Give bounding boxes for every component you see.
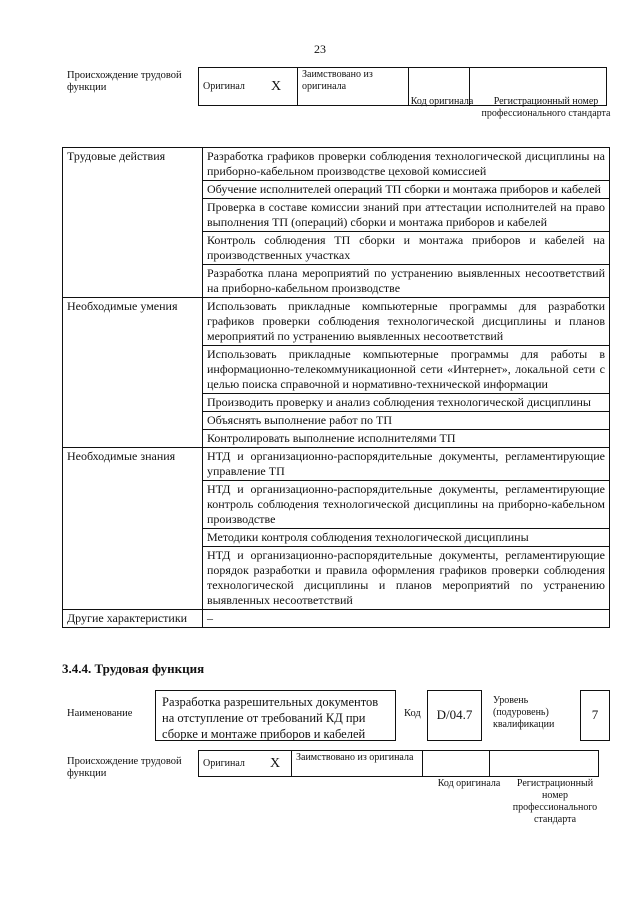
- table-row: [63, 298, 610, 346]
- table-row: [63, 448, 610, 481]
- table-cell: Обучение исполнителей операций ТП сборки и монтажа приборов и кабелей: [203, 181, 610, 199]
- level-label: Уровень (подуровень) квалификации: [493, 695, 555, 730]
- function-name-box: Разработка разрешительных документов на отступление от требований КД при сборке и монтаже приборов и кабелей: [155, 690, 396, 741]
- reg-caption: Регистрационный номер профессионального стандарта: [512, 778, 598, 825]
- borrowed-label: Заимствовано из оригинала: [298, 68, 409, 106]
- code-label: Код: [404, 708, 421, 719]
- code-caption: Код оригинала: [410, 96, 474, 107]
- table-cell: Методики контроля соблюдения технологической дисциплины: [203, 529, 610, 547]
- table-cell: Разработка графиков проверки соблюдения технологической дисциплины на приборно-кабельном производстве цеховой комиссией: [203, 148, 610, 181]
- original-code-cell: [423, 751, 490, 777]
- page-number: 23: [314, 42, 326, 56]
- table-cell: НТД и организационно-распорядительные документы, регламентирующие управление ТП: [203, 448, 610, 481]
- name-label: Наименование: [67, 708, 133, 719]
- table-cell: Объяснять выполнение работ по ТП: [203, 412, 610, 430]
- borrowed-label: Заимствовано из оригинала: [292, 751, 423, 777]
- table-cell: Использовать прикладные компьютерные программы для работы в информационно-телекоммуникационной сети «Интернет», локальной сети с целью поиска справочной и нормативно-технической информации: [203, 346, 610, 394]
- table-cell: Контроль соблюдения ТП сборки и монтажа приборов и кабелей на производственных участках: [203, 232, 610, 265]
- level-value-box: 7: [580, 690, 610, 741]
- table-cell: Производить проверку и анализ соблюдения технологической дисциплины: [203, 394, 610, 412]
- table-cell: НТД и организационно-распорядительные документы, регламентирующие контроль соблюдения технологической дисциплины на приборно-кабельном производстве: [203, 481, 610, 529]
- original-mark: X: [259, 751, 292, 777]
- category-other-characteristics: Другие характеристики: [63, 610, 203, 628]
- table-cell: НТД и организационно-распорядительные документы, регламентирующие порядок разработки и правила оформления графиков проверки соблюдения технологической дисциплины и планов мероприятий по устранению выявленных несоответствий: [203, 547, 610, 610]
- category-required-skills: Необходимые умения: [63, 298, 203, 448]
- origin-label: Происхождение трудовой функции: [67, 70, 182, 93]
- origin-label: Происхождение трудовой функции: [67, 756, 182, 779]
- category-labor-actions: Трудовые действия: [63, 148, 203, 298]
- category-required-knowledge: Необходимые знания: [63, 448, 203, 610]
- original-label: Оригинал: [199, 68, 256, 106]
- table-cell: Разработка плана мероприятий по устранению выявленных несоответствий на приборно-кабельном производстве: [203, 265, 610, 298]
- table-row: [63, 610, 610, 628]
- table-cell: Проверка в составе комиссии знаний при аттестации исполнителей на право выполнения ТП (операций) сборки и монтажа приборов и кабелей: [203, 199, 610, 232]
- table-cell: Контролировать выполнение исполнителями ТП: [203, 430, 610, 448]
- code-caption: Код оригинала: [437, 778, 501, 789]
- table-cell: –: [203, 610, 610, 628]
- origin-table-bottom: [198, 750, 599, 777]
- labor-function-table: [62, 147, 610, 628]
- table-cell: Использовать прикладные компьютерные программы для разработки графиков проверки соблюдения технологической дисциплины и планов мероприятий по устранению выявленных несоответствий: [203, 298, 610, 346]
- section-heading: 3.4.4. Трудовая функция: [62, 661, 205, 676]
- original-label: Оригинал: [199, 751, 260, 777]
- original-mark: X: [255, 68, 298, 106]
- code-value-box: D/04.7: [427, 690, 482, 741]
- reg-caption: Регистрационный номер профессионального стандарта: [481, 96, 611, 119]
- reg-number-cell: [490, 751, 599, 777]
- table-row: [63, 148, 610, 181]
